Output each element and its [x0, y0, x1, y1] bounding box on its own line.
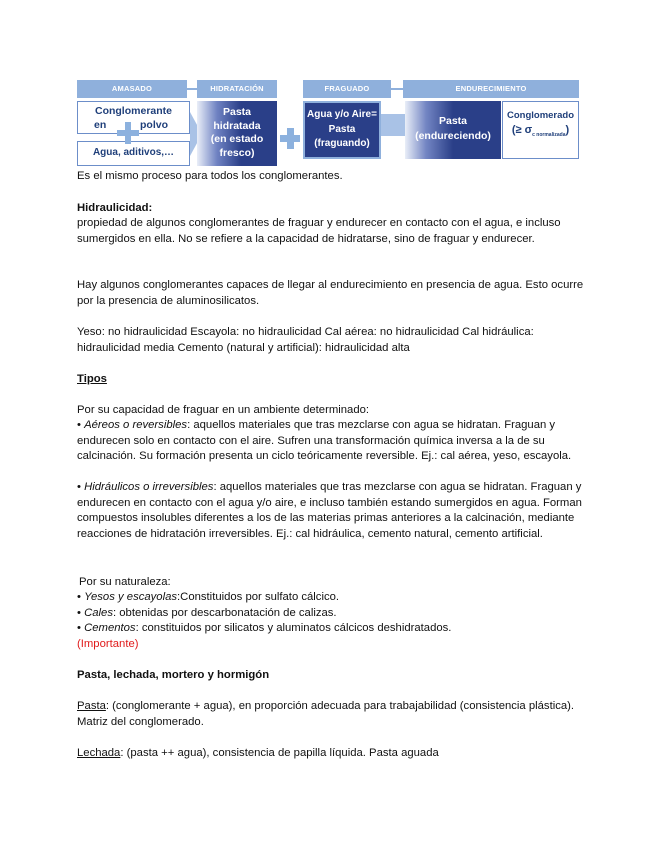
tipos-intro: Por su capacidad de fraguar en un ambiente determinado:	[77, 404, 370, 416]
box2-line: Pasta	[222, 106, 252, 118]
naturaleza-intro: Por su naturaleza:	[79, 576, 171, 588]
term-lechada: Lechada	[77, 747, 121, 759]
box3-line: Pasta	[328, 123, 356, 135]
desc-pasta: : (conglomerante + agua), en proporción adecuada para trabajabilidad (consistencia plástica). Matriz del conglomerado.	[77, 700, 575, 728]
box2-line: hidratada	[213, 119, 261, 132]
section-title-hidraulicidad: Hidraulicidad:	[77, 202, 153, 214]
box-conglomerante-polvo: polvo	[140, 119, 168, 131]
desc-aereos: : aquellos materiales que tras mezclarse con agua se hidratan. Fraguan y endurecen solo en contacto con el aire. Sufren una transformación química inversa a la de su calcinación. Su formación presenta un ciclo teóricamente reversible. Ej.: cal aérea, yeso, escayola.	[77, 419, 572, 463]
box-conglomerante-title: Conglomerante	[94, 105, 172, 117]
plus-icon	[125, 122, 131, 144]
hidraulicidad-definition: propiedad de algunos conglomerantes de fraguar y endurecer en contacto con el agua, e incluso sumergidos en ella. No se refiere a la capacidad de hidratarse, sino de fraguar y endurecer.	[77, 217, 561, 245]
box4-line: (endureciendo)	[415, 129, 491, 142]
box3-line: Agua y/o Aire=	[307, 109, 377, 120]
desc-yesos: :Constituidos por sulfato cálcico.	[177, 591, 340, 603]
diagram-caption: Es el mismo proceso para todos los conglomerantes.	[77, 170, 343, 182]
box5-sigma: (≥ σ	[511, 124, 533, 136]
term-cementos: Cementos	[84, 622, 136, 634]
box4-line: Pasta	[438, 115, 468, 127]
term-yesos: Yesos y escayolas	[84, 591, 178, 603]
header-connector	[187, 88, 197, 90]
pasta-definition	[77, 699, 585, 730]
desc-lechada: : (pasta ++ agua), consistencia de papilla líquida. Pasta aguada	[120, 747, 439, 759]
process-diagram	[77, 80, 579, 166]
box-conglomerado	[502, 101, 579, 159]
header-endurecimiento: ENDURECIMIENTO	[403, 80, 579, 98]
term-pasta: Pasta	[77, 700, 106, 712]
section-title-tipos	[77, 372, 585, 388]
term-aereos: Aéreos o reversibles	[84, 419, 188, 431]
box2-line: (en estado	[210, 133, 264, 145]
header-connector	[391, 88, 403, 90]
box5-subscript: c normalizada	[532, 132, 566, 139]
aluminosilicatos-paragraph: Hay algunos conglomerantes capaces de llegar al endurecimiento en presencia de agua. Esto ocurre por la presencia de aluminosilicatos.	[77, 279, 584, 307]
term-cales: Cales	[84, 607, 113, 619]
list-item-aereos: • Aéreos o reversibles: aquellos materiales que tras mezclarse con agua se hidratan. Fraguan y endurecen solo en contacto con el aire. Sufren una transformación química inversa a la de su calcinación. Su formación presenta un ciclo teóricamente reversible. Ej.: cal aérea, yeso, escayola.	[77, 419, 572, 463]
plus-icon	[287, 128, 294, 149]
header-fraguado: FRAGUADO	[303, 80, 391, 98]
box-endureciendo	[405, 101, 501, 159]
desc-hidraulicos: : aquellos materiales que tras mezclarse con agua se hidratan. Fraguan y endurecen en contacto con el agua y/o aire, e incluso también estando sumergidos en agua. Forman compuestos insolubles diferentes a los de las materias primas anteriores a la calcinación, mediante reacciones de hidratación irreversibles. Ej.: cal hidráulica, cemento natural, cemento artificial.	[77, 481, 582, 540]
lechada-definition	[77, 746, 585, 762]
list-item-cementos: • Cementos: constituidos por silicatos y aluminatos cálcicos deshidratados.	[77, 622, 452, 634]
desc-cementos: : constituidos por silicatos y aluminatos cálcicos deshidratados.	[135, 622, 452, 634]
term-hidraulicos: Hidráulicos o irreversibles	[84, 481, 214, 493]
box5-title: Conglomerado	[506, 110, 575, 121]
box-agua-aditivos	[77, 141, 190, 166]
list-item-cales: • Cales: obtenidas por descarbonatación de calizas.	[77, 607, 337, 619]
box5-close: )	[565, 124, 570, 136]
importante-note: (Importante)	[77, 638, 139, 650]
box-pasta-hidratada	[197, 101, 277, 166]
box-conglomerante-en: en	[94, 119, 107, 131]
box-fraguando	[303, 101, 381, 159]
header-amasado: AMASADO	[77, 80, 187, 98]
tipos-title-text: Tipos	[77, 373, 107, 385]
hidraulicidad-examples: Yeso: no hidraulicidad Escayola: no hidraulicidad Cal aérea: no hidraulicidad Cal hidráulica: hidraulicidad media Cemento (natural y artificial): hidraulicidad alta	[77, 326, 534, 354]
box2-line: fresco)	[219, 146, 255, 159]
box3-line: (fraguando)	[314, 138, 370, 149]
arrow-icon	[381, 114, 405, 136]
section-title-pasta: Pasta, lechada, mortero y hormigón	[77, 669, 270, 681]
desc-cales: : obtenidas por descarbonatación de calizas.	[112, 607, 337, 619]
list-item-yesos: • Yesos y escayolas:Constituidos por sulfato cálcico.	[77, 591, 340, 603]
list-item-hidraulicos: • Hidráulicos o irreversibles: aquellos materiales que tras mezclarse con agua se hidratan. Fraguan y endurecen en contacto con el agua y/o aire, e incluso también estando sumergidos en agua. Forman compuestos insolubles diferentes a los de las materias primas anteriores a la calcinación, mediante reacciones de hidratación irreversibles. Ej.: cal hidráulica, cemento natural, cemento artificial.	[77, 481, 582, 540]
header-hidratacion: HIDRATACIÓN	[197, 80, 277, 98]
box-agua-aditivos-text: Agua, aditivos,…	[92, 147, 175, 158]
